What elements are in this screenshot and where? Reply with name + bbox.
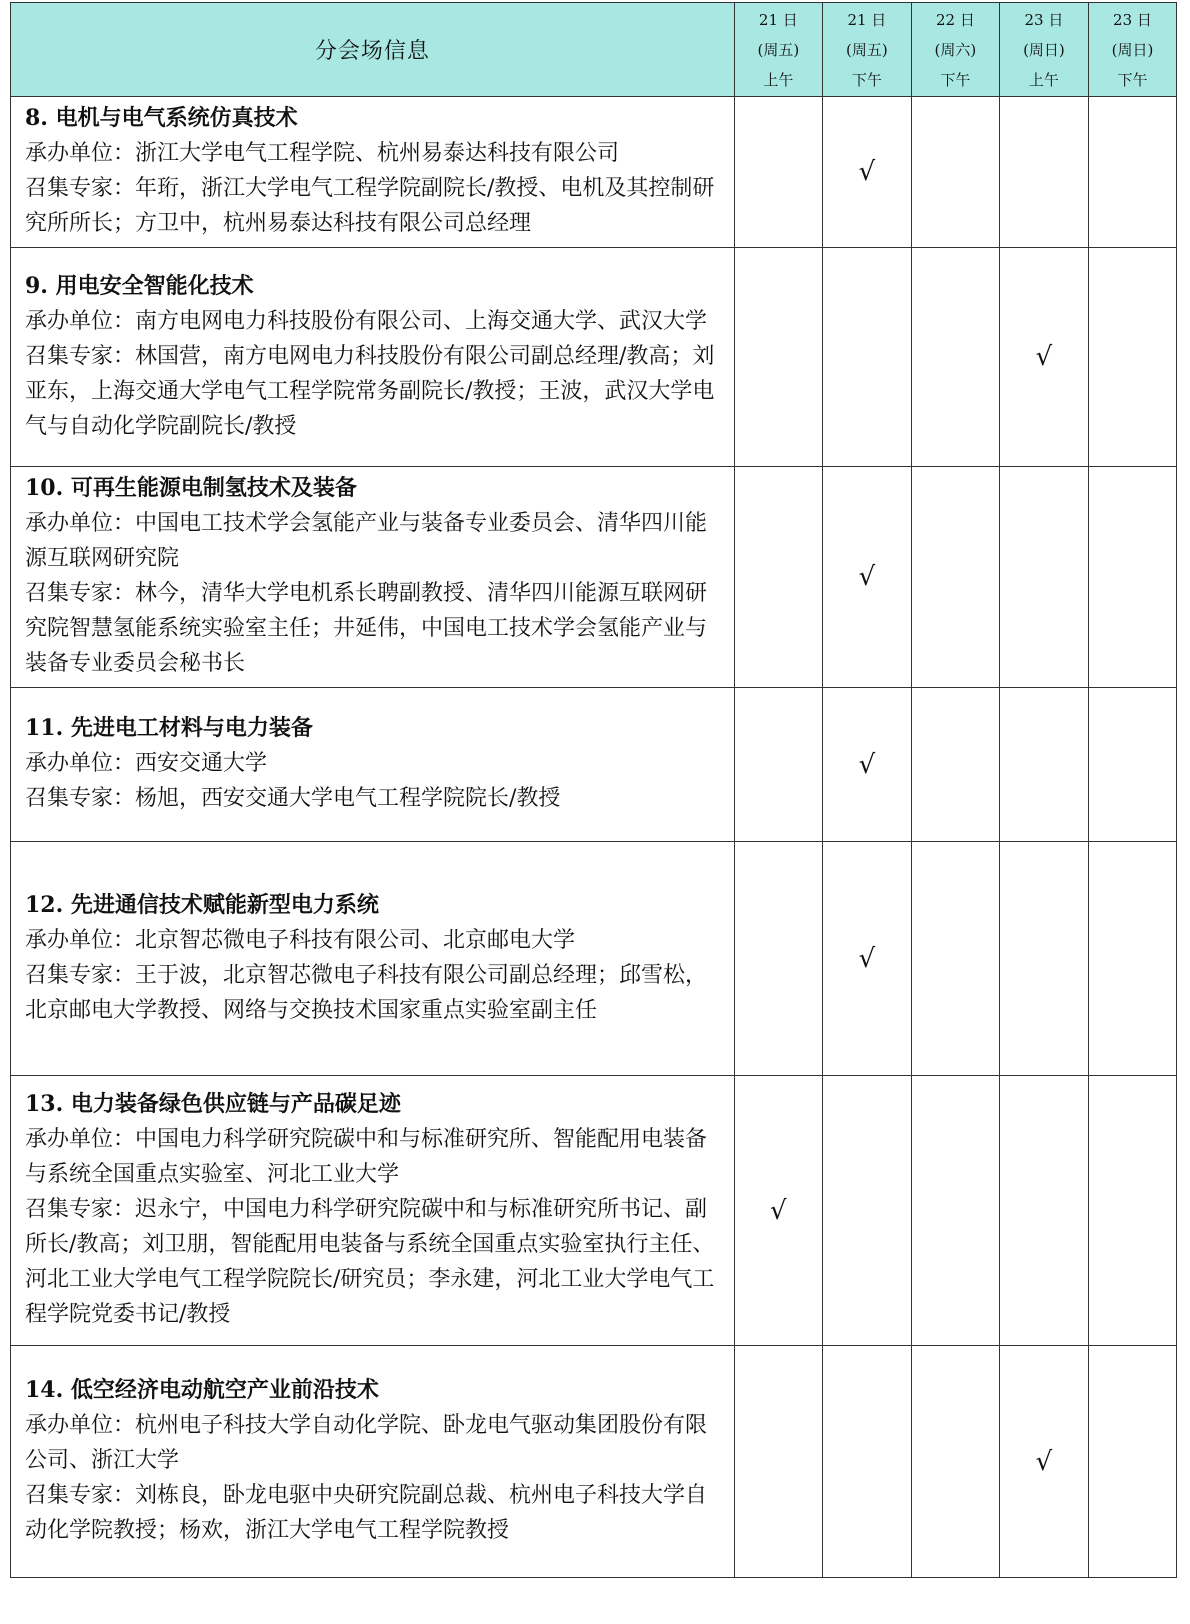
session-title: 14. 低空经济电动航空产业前沿技术 — [25, 1377, 379, 1403]
day-period: 下午 — [940, 70, 971, 89]
column-header-day-1 — [734, 3, 822, 97]
day-period: 上午 — [1028, 70, 1059, 89]
slot-cell — [911, 467, 999, 688]
day-period: 下午 — [1117, 70, 1148, 89]
slot-cell — [734, 1076, 822, 1346]
slot-cell — [822, 248, 911, 467]
column-header-day-3 — [911, 3, 999, 97]
day-weekday: (周五) — [757, 40, 800, 59]
session-experts: 召集专家：林国营，南方电网电力科技股份有限公司副总经理/教高；刘亚东，上海交通大学电气工程学院常务副院长/教授；王波，武汉大学电气与自动化学院副院长/教授 — [25, 343, 715, 439]
slot-cell — [734, 842, 822, 1076]
header-row — [11, 3, 1177, 97]
session-row — [11, 97, 1177, 248]
column-header-day-5 — [1088, 3, 1176, 97]
slot-cell — [822, 467, 911, 688]
slot-cell — [911, 1346, 999, 1578]
session-info-cell — [11, 1076, 735, 1346]
session-row — [11, 248, 1177, 467]
slot-cell — [1088, 1346, 1176, 1578]
session-row — [11, 1346, 1177, 1578]
check-mark-icon: √ — [1035, 1446, 1053, 1477]
session-title: 10. 可再生能源电制氢技术及装备 — [25, 475, 357, 501]
column-header-day-2 — [822, 3, 911, 97]
slot-cell — [999, 842, 1088, 1076]
slot-cell — [911, 688, 999, 842]
session-info-cell — [11, 467, 735, 688]
slot-cell — [734, 688, 822, 842]
session-info-cell — [11, 248, 735, 467]
session-experts: 召集专家：林今，清华大学电机系长聘副教授、清华四川能源互联网研究院智慧氢能系统实验室主任；井延伟，中国电工技术学会氢能产业与装备专业委员会秘书长 — [25, 581, 708, 676]
day-date: 21 日 — [758, 10, 798, 29]
slot-cell — [734, 467, 822, 688]
session-row — [11, 1076, 1177, 1346]
session-title: 9. 用电安全智能化技术 — [25, 272, 254, 299]
session-experts: 召集专家：迟永宁，中国电力科学研究院碳中和与标准研究所书记、副所长/教高；刘卫朋，智能配用电装备与系统全国重点实验室执行主任、河北工业大学电气工程学院院长/研究员；李永建，河北工业大学电气工程学院党委书记/教授 — [25, 1197, 715, 1327]
session-info-cell — [11, 1346, 735, 1578]
day-period: 下午 — [851, 70, 882, 89]
session-experts: 召集专家：王于波，北京智芯微电子科技有限公司副总经理；邱雪松，北京邮电大学教授、网络与交换技术国家重点实验室副主任 — [25, 962, 708, 1023]
session-title: 8. 电机与电气系统仿真技术 — [25, 105, 298, 131]
day-weekday: (周日) — [1023, 40, 1065, 59]
check-mark-icon: √ — [1035, 342, 1053, 372]
slot-cell — [1088, 97, 1176, 248]
session-row — [11, 467, 1177, 688]
slot-cell — [911, 248, 999, 467]
session-row — [11, 842, 1177, 1076]
session-title: 13. 电力装备绿色供应链与产品碳足迹 — [25, 1091, 401, 1117]
slot-cell — [1088, 248, 1176, 467]
column-header-day-4 — [999, 3, 1088, 97]
slot-cell — [822, 688, 911, 842]
session-host: 承办单位：北京智芯微电子科技有限公司、北京邮电大学 — [25, 927, 576, 953]
check-mark-icon: √ — [858, 749, 876, 780]
session-host: 承办单位：中国电工技术学会氢能产业与装备专业委员会、清华四川能源互联网研究院 — [25, 511, 708, 571]
slot-cell — [999, 97, 1088, 248]
check-mark-icon: √ — [858, 562, 876, 592]
slot-cell — [822, 1076, 911, 1346]
slot-cell — [911, 97, 999, 248]
slot-cell — [911, 1076, 999, 1346]
slot-cell — [911, 842, 999, 1076]
check-mark-icon: √ — [770, 1195, 787, 1226]
check-mark-icon: √ — [858, 157, 876, 187]
day-period: 上午 — [763, 70, 794, 89]
slot-cell — [734, 97, 822, 248]
session-title: 12. 先进通信技术赋能新型电力系统 — [25, 891, 379, 918]
session-info-cell — [11, 842, 735, 1076]
slot-cell — [822, 1346, 911, 1578]
slot-cell — [822, 842, 911, 1076]
day-date: 21 日 — [847, 10, 887, 29]
session-host: 承办单位：杭州电子科技大学自动化学院、卧龙电气驱动集团股份有限公司、浙江大学 — [25, 1413, 708, 1473]
session-host: 承办单位：中国电力科学研究院碳中和与标准研究所、智能配用电装备与系统全国重点实验室、河北工业大学 — [25, 1127, 708, 1187]
slot-cell — [734, 1346, 822, 1578]
session-host: 承办单位：南方电网电力科技股份有限公司、上海交通大学、武汉大学 — [25, 308, 708, 334]
column-header-session-info: 分会场信息 — [11, 3, 735, 97]
session-info-cell — [11, 97, 735, 248]
day-weekday: (周五) — [846, 40, 888, 59]
slot-cell — [1088, 1076, 1176, 1346]
session-host: 承办单位：浙江大学电气工程学院、杭州易泰达科技有限公司 — [25, 141, 620, 166]
check-mark-icon: √ — [858, 943, 876, 974]
session-experts: 召集专家：年珩，浙江大学电气工程学院副院长/教授、电机及其控制研究所所长；方卫中，杭州易泰达科技有限公司总经理 — [25, 176, 715, 236]
slot-cell — [822, 97, 911, 248]
session-schedule-table — [10, 2, 1177, 1578]
slot-cell — [1088, 467, 1176, 688]
day-date: 23 日 — [1113, 10, 1152, 29]
day-date: 23 日 — [1024, 10, 1064, 29]
session-row — [11, 688, 1177, 842]
slot-cell — [999, 1346, 1088, 1578]
day-weekday: (周日) — [1111, 40, 1154, 59]
session-experts: 召集专家：刘栋良，卧龙电驱中央研究院副总裁、杭州电子科技大学自动化学院教授；杨欢，浙江大学电气工程学院教授 — [25, 1483, 708, 1543]
session-experts: 召集专家：杨旭，西安交通大学电气工程学院院长/教授 — [25, 786, 561, 811]
session-title: 11. 先进电工材料与电力装备 — [25, 715, 313, 741]
slot-cell — [999, 248, 1088, 467]
slot-cell — [1088, 842, 1176, 1076]
slot-cell — [999, 1076, 1088, 1346]
session-info-cell — [11, 688, 735, 842]
slot-cell — [999, 467, 1088, 688]
slot-cell — [734, 248, 822, 467]
slot-cell — [1088, 688, 1176, 842]
day-weekday: (周六) — [934, 40, 977, 59]
day-date: 22 日 — [935, 10, 975, 29]
slot-cell — [999, 688, 1088, 842]
session-host: 承办单位：西安交通大学 — [25, 751, 268, 776]
